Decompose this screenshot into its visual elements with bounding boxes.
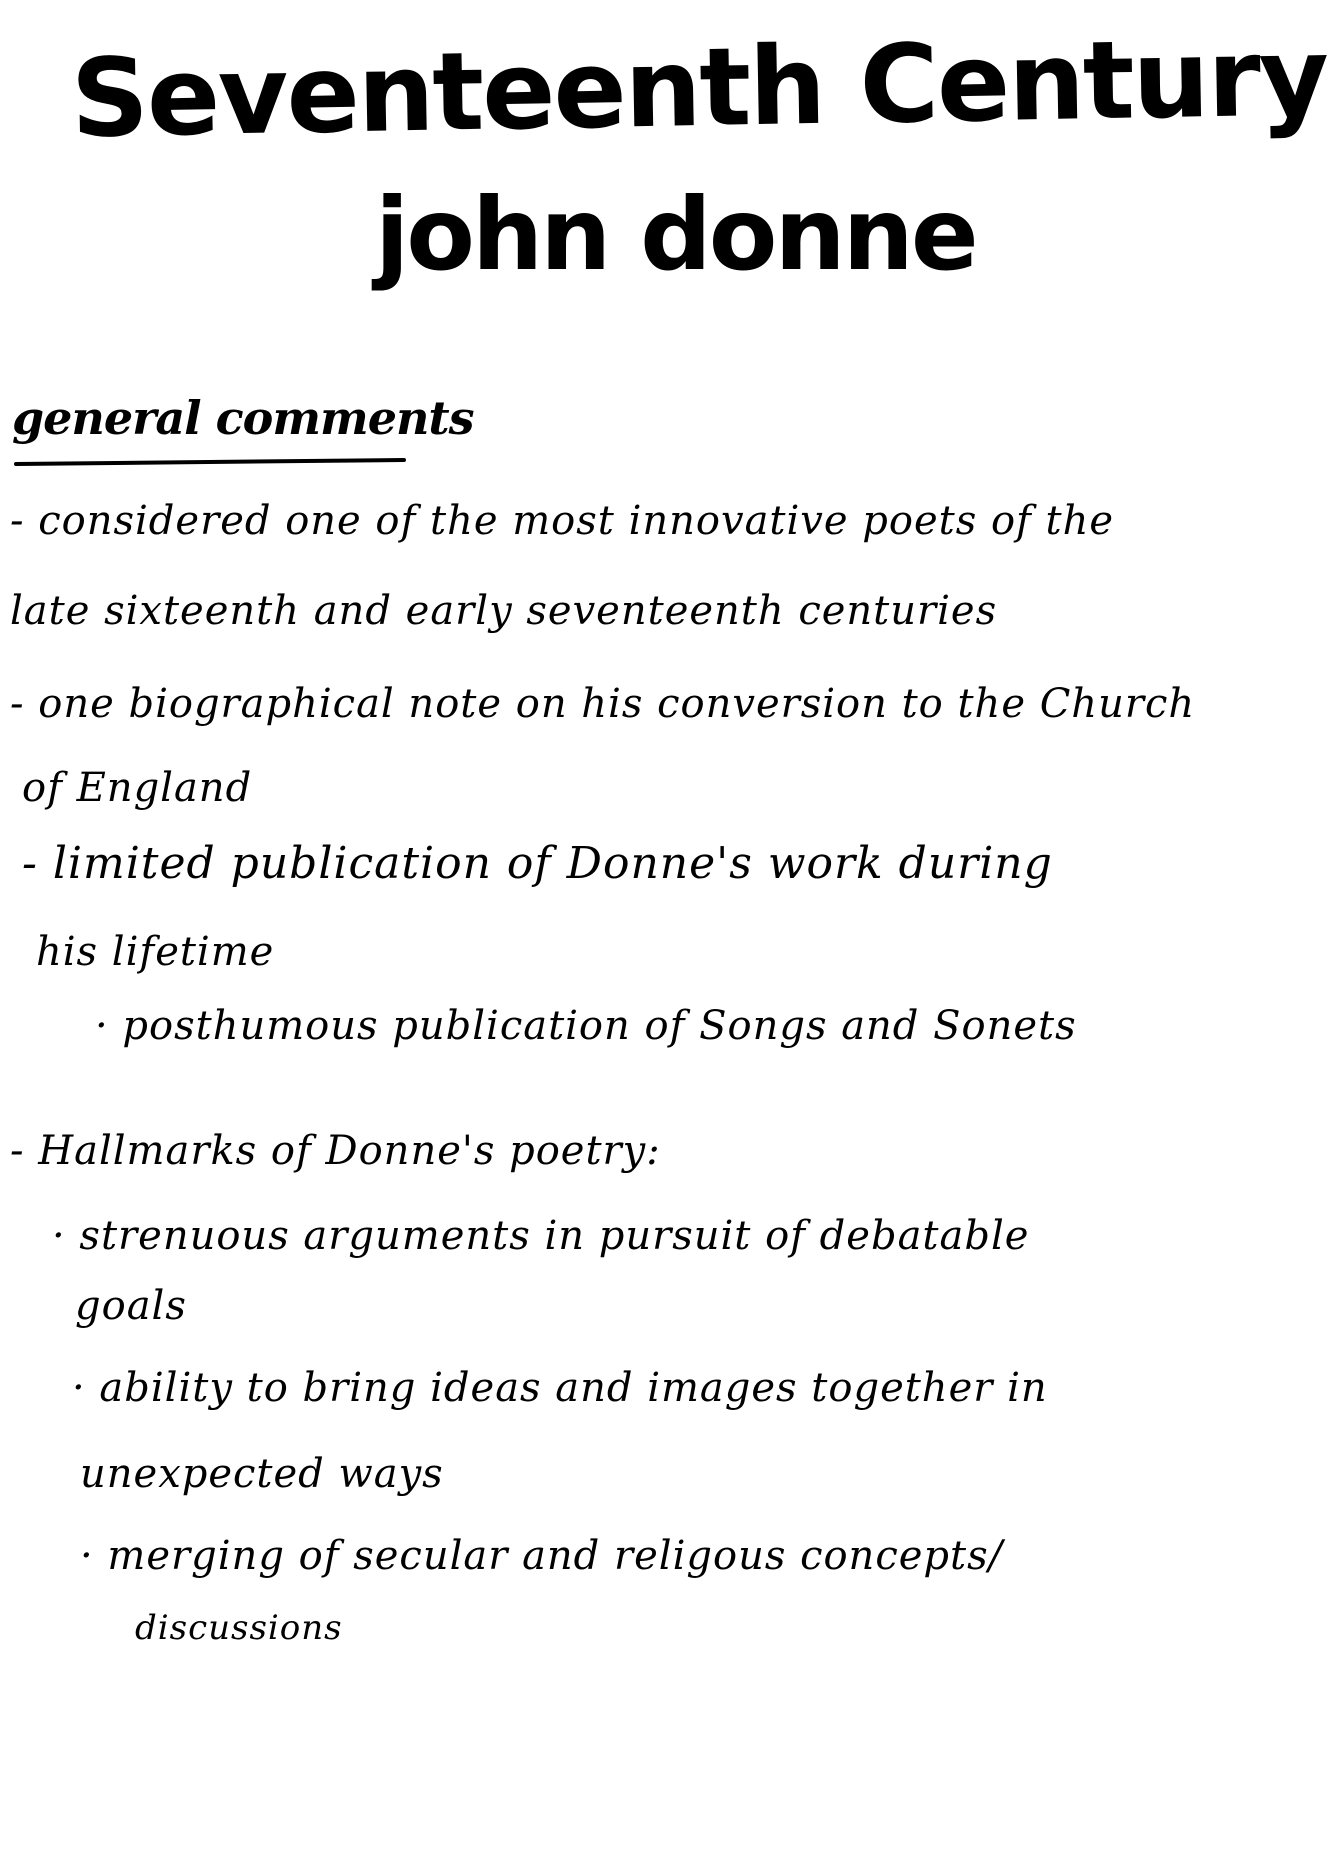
note-line: - one biographical note on his conversion to the Church	[10, 681, 1196, 727]
page-subtitle: john donne	[375, 176, 976, 293]
note-line: goals	[75, 1283, 187, 1329]
note-line: - considered one of the most innovative poets of the	[10, 498, 1115, 544]
note-line: - limited publication of Donne's work during	[22, 838, 1053, 889]
note-sub-bullet: · ability to bring ideas and images together in	[72, 1365, 1048, 1411]
note-line: unexpected ways	[80, 1451, 444, 1497]
section-heading: general comments	[12, 391, 474, 445]
note-sub-bullet: · posthumous publication of Songs and Sonets	[95, 1003, 1077, 1049]
note-line: his lifetime	[36, 929, 275, 975]
note-sub-bullet: · strenuous arguments in pursuit of debatable	[52, 1213, 1030, 1259]
note-line: of England	[22, 765, 253, 811]
note-line: - Hallmarks of Donne's poetry:	[10, 1128, 661, 1174]
note-line: late sixteenth and early seventeenth centuries	[10, 588, 998, 634]
note-sub-bullet: · merging of secular and religous concepts/	[80, 1533, 1004, 1579]
page-title: Seventeenth Century	[69, 15, 1328, 162]
section-heading-underline	[14, 458, 406, 466]
note-line: discussions	[135, 1608, 343, 1648]
